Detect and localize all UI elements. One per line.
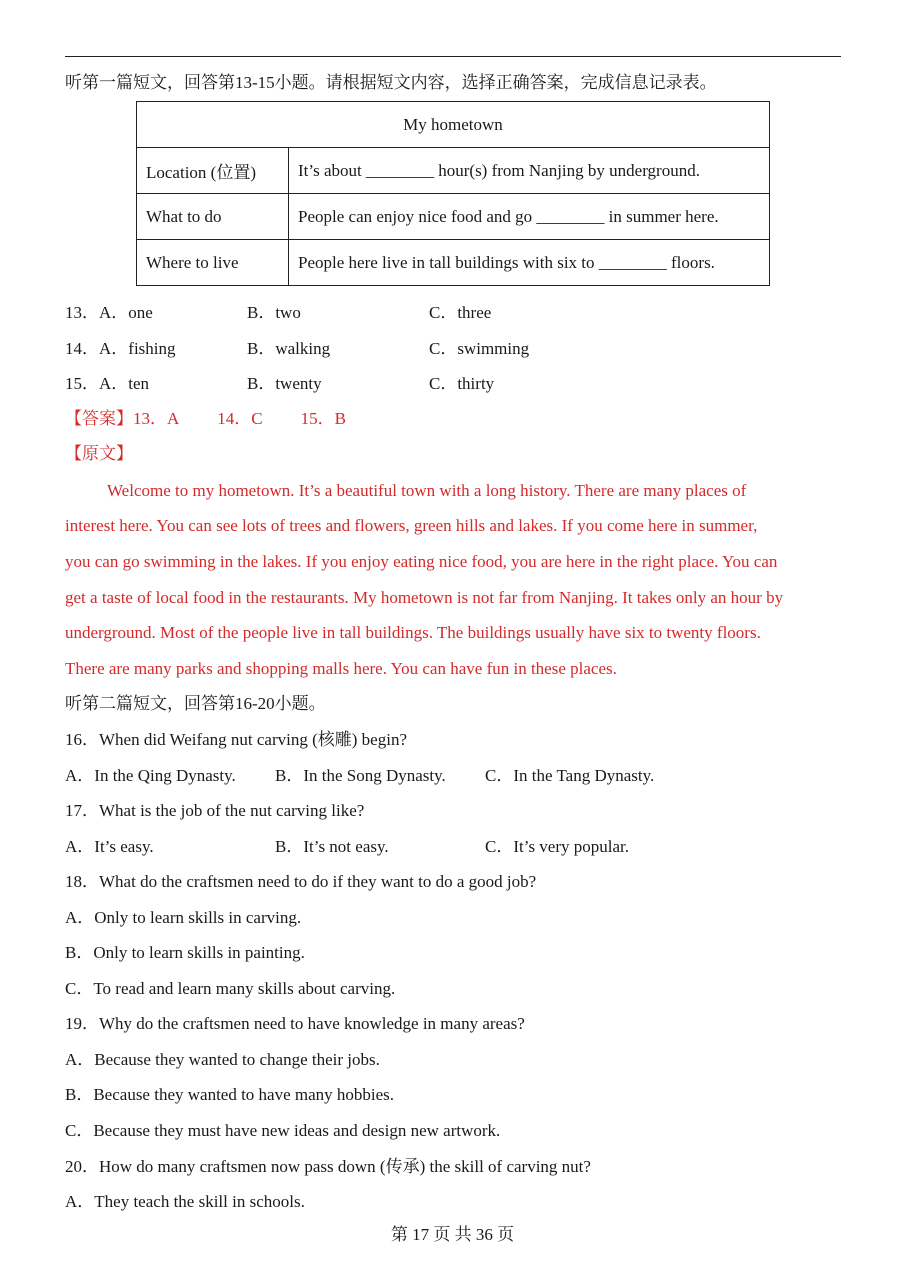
transcript-line: There are many parks and shopping malls here. You can have fun in these places. xyxy=(65,659,617,678)
top-rule xyxy=(65,56,841,57)
answer-line xyxy=(65,408,346,430)
q18-option-a: A．Only to learn skills in carving. xyxy=(65,908,302,927)
q13-option-a: 13．A．one xyxy=(65,303,153,322)
q15-option-b: B．twenty xyxy=(247,374,322,393)
transcript-line: Welcome to my hometown. It’s a beautiful town with a long history. There are many places of xyxy=(107,481,747,500)
question-18: 18．What do the craftsmen need to do if they want to do a good job? xyxy=(65,872,537,891)
q19-option-a: A．Because they wanted to change their jobs. xyxy=(65,1050,380,1069)
q13-option-c: C．three xyxy=(429,303,492,322)
info-record-table xyxy=(136,101,770,286)
transcript-line: underground. Most of the people live in tall buildings. The buildings usually have six to twenty floors. xyxy=(65,623,761,642)
section1-instruction: 听第一篇短文，回答第13-15小题。请根据短文内容，选择正确答案，完成信息记录表。 xyxy=(65,73,717,92)
table-row xyxy=(137,194,770,240)
q17-option-a: A．It’s easy. xyxy=(65,837,154,856)
q14-option-b: B．walking xyxy=(247,339,331,358)
table-row xyxy=(137,148,770,194)
q15-option-a: 15．A．ten xyxy=(65,374,150,393)
question-20: 20．How do many craftsmen now pass down (传承) the skill of carving nut? xyxy=(65,1157,591,1176)
q18-option-c: C．To read and learn many skills about carving. xyxy=(65,979,396,998)
section2-instruction: 听第二篇短文，回答第16-20小题。 xyxy=(65,694,326,713)
row-label: Where to live xyxy=(137,240,289,286)
question-16: 16．When did Weifang nut carving (核雕) begin? xyxy=(65,730,408,749)
table-title: My hometown xyxy=(137,102,770,148)
q14-option-a: 14．A．fishing xyxy=(65,339,176,358)
transcript-line: get a taste of local food in the restaurants. My hometown is not far from Nanjing. It takes only an hour by xyxy=(65,588,784,607)
q17-option-c: C．It’s very popular. xyxy=(485,837,630,856)
q17-option-b: B．It’s not easy. xyxy=(275,837,389,856)
answer-13: 13．A xyxy=(133,409,180,428)
q16-option-b: B．In the Song Dynasty. xyxy=(275,766,446,785)
q19-option-b: B．Because they wanted to have many hobbies. xyxy=(65,1085,395,1104)
q14-option-c: C．swimming xyxy=(429,339,530,358)
transcript-label: 【原文】 xyxy=(65,444,133,463)
row-content: People can enjoy nice food and go ________ in summer here. xyxy=(289,194,770,240)
page-footer: 第 17 页 共 36 页 xyxy=(390,1225,515,1244)
row-label: Location (位置) xyxy=(137,148,289,194)
row-content: It’s about ________ hour(s) from Nanjing by underground. xyxy=(289,148,770,194)
q18-option-b: B．Only to learn skills in painting. xyxy=(65,943,305,962)
q16-option-a: A．In the Qing Dynasty. xyxy=(65,766,236,785)
table-row xyxy=(137,240,770,286)
q20-option-a: A．They teach the skill in schools. xyxy=(65,1192,305,1211)
question-17: 17．What is the job of the nut carving like? xyxy=(65,801,365,820)
answer-14: 14．C xyxy=(217,409,263,428)
question-19: 19．Why do the craftsmen need to have knowledge in many areas? xyxy=(65,1014,525,1033)
transcript-line: you can go swimming in the lakes. If you enjoy eating nice food, you are here in the right place. You can xyxy=(65,552,778,571)
row-content: People here live in tall buildings with six to ________ floors. xyxy=(289,240,770,286)
transcript-line: interest here. You can see lots of trees and flowers, green hills and lakes. If you come here in summer, xyxy=(65,516,758,535)
q15-option-c: C．thirty xyxy=(429,374,495,393)
answer-15: 15．B xyxy=(300,409,346,428)
answer-label: 【答案】 xyxy=(65,409,133,428)
row-label: What to do xyxy=(137,194,289,240)
q13-option-b: B．two xyxy=(247,303,301,322)
q16-option-c: C．In the Tang Dynasty. xyxy=(485,766,655,785)
q19-option-c: C．Because they must have new ideas and design new artwork. xyxy=(65,1121,501,1140)
